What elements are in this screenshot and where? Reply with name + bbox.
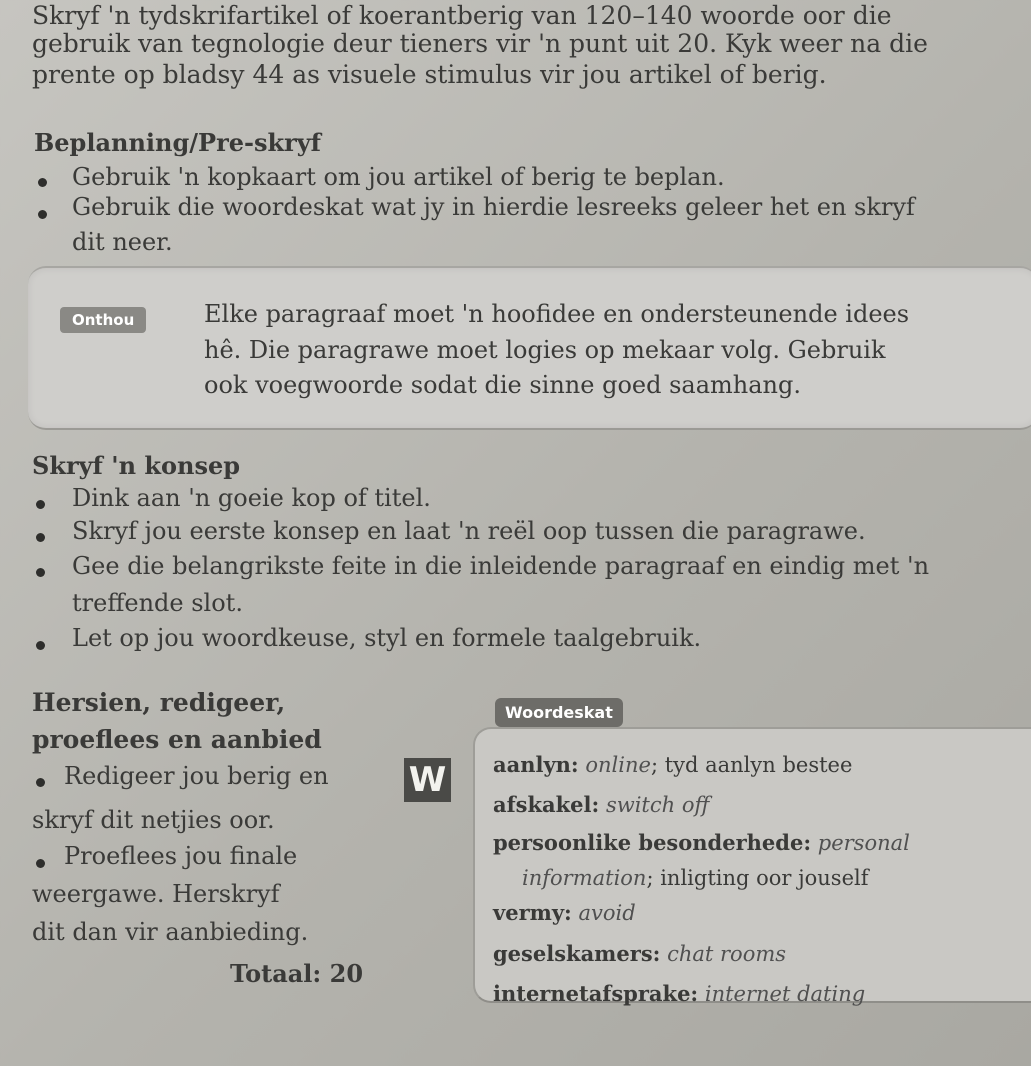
term-vermy: [493, 900, 636, 925]
term-word: internetafsprake:: [493, 981, 699, 1006]
total-score: Totaal: 20: [230, 959, 364, 988]
bullet-dot: [36, 568, 45, 577]
konsep-bullet-1: Dink aan 'n goeie kop of titel.: [72, 484, 431, 512]
term-word: afskakel:: [493, 792, 600, 817]
term-translation: switch off: [605, 793, 710, 817]
konsep-heading: Skryf 'n konsep: [32, 451, 241, 480]
onthou-tag: Onthou: [60, 307, 146, 333]
bullet-dot: [36, 500, 45, 509]
term-word: vermy:: [493, 900, 572, 925]
hersien-bullet-1-line-1: Redigeer jou berig en: [64, 762, 329, 790]
intro-line-1: Skryf 'n tydskrifartikel of koerantberig van 120–140 woorde oor die: [32, 1, 892, 30]
hersien-bullet-2-line-1: Proeflees jou finale: [64, 842, 298, 870]
bullet-dot: [38, 178, 47, 187]
hersien-bullet-2-line-3: dit dan vir aanbieding.: [32, 918, 309, 946]
term-word: persoonlike besonderhede:: [493, 830, 812, 855]
konsep-bullet-3-line-1: Gee die belangrikste feite in die inleidende paragraaf en eindig met 'n: [72, 552, 930, 580]
intro-line-2: gebruik van tegnologie deur tieners vir 'n punt uit 20. Kyk weer na die: [32, 29, 928, 58]
planning-heading: Beplanning/Pre-skryf: [34, 128, 321, 157]
bullet-dot: [36, 859, 45, 868]
planning-bullet-2-line-1: Gebruik die woordeskat wat jy in hierdie lesreeks geleer het en skryf: [72, 193, 915, 221]
term-word: aanlyn:: [493, 752, 579, 777]
hersien-bullet-1-line-2: skryf dit netjies oor.: [32, 806, 275, 834]
bullet-dot: [36, 641, 45, 650]
term-internetafsprake: [493, 981, 865, 1006]
bullet-dot: [36, 778, 45, 787]
bullet-dot: [38, 210, 47, 219]
hersien-heading-line-1: Hersien, redigeer,: [32, 688, 286, 717]
konsep-bullet-2: Skryf jou eerste konsep en laat 'n reël oop tussen die paragrawe.: [72, 517, 866, 545]
term-aanlyn: [493, 752, 852, 777]
onthou-line-3: ook voegwoorde sodat die sinne goed saamhang.: [204, 371, 801, 399]
woordeskat-w-icon: W: [404, 758, 451, 802]
konsep-bullet-3-line-2: treffende slot.: [72, 589, 243, 617]
woordeskat-tag: Woordeskat: [495, 698, 623, 727]
term-persoonlike-besonderhede: [493, 830, 910, 855]
hersien-bullet-2-line-2: weergawe. Herskryf: [32, 880, 280, 908]
term-translation: internet dating: [704, 982, 866, 1006]
term-translation: online: [585, 753, 651, 777]
hersien-heading-line-2: proeflees en aanbied: [32, 725, 322, 754]
term-translation: personal: [817, 831, 910, 855]
term-note: ; inligting oor jouself: [646, 866, 869, 890]
bullet-dot: [36, 533, 45, 542]
term-word: geselskamers:: [493, 941, 661, 966]
term-translation: chat rooms: [667, 942, 787, 966]
term-note: ; tyd aanlyn bestee: [650, 753, 853, 777]
planning-bullet-2-line-2: dit neer.: [72, 228, 173, 256]
term-persoonlike-besonderhede-cont: [522, 866, 869, 890]
term-translation: avoid: [578, 901, 636, 925]
term-afskakel: [493, 792, 709, 817]
term-geselskamers: [493, 941, 786, 966]
term-translation: information: [522, 866, 647, 890]
onthou-line-2: hê. Die paragrawe moet logies op mekaar volg. Gebruik: [204, 336, 886, 364]
konsep-bullet-4: Let op jou woordkeuse, styl en formele taalgebruik.: [72, 624, 702, 652]
intro-line-3: prente op bladsy 44 as visuele stimulus vir jou artikel of berig.: [32, 60, 827, 89]
planning-bullet-1: Gebruik 'n kopkaart om jou artikel of berig te beplan.: [72, 163, 725, 191]
onthou-line-1: Elke paragraaf moet 'n hoofidee en ondersteunende idees: [204, 300, 910, 328]
